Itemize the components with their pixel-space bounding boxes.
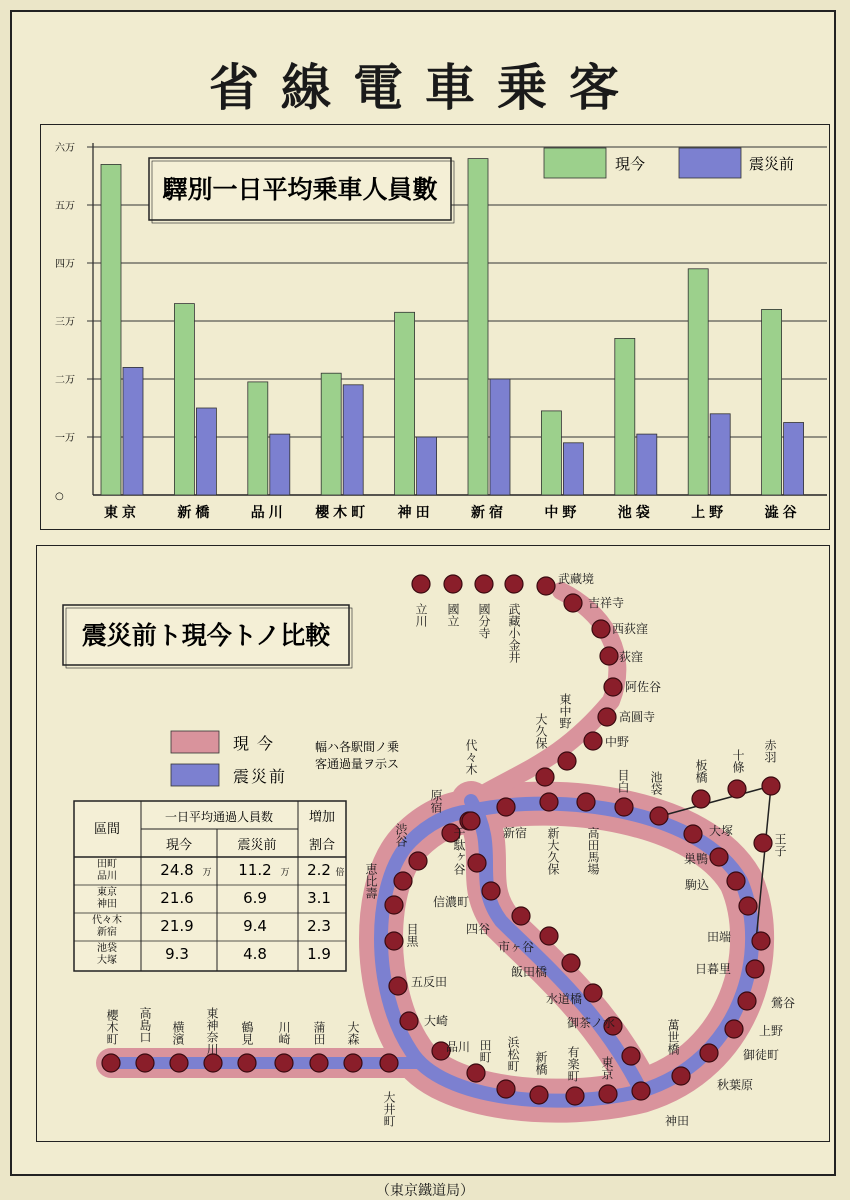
station-musashisakai: 武藏境 [558,572,595,586]
table-now-value: 9.3 [165,945,189,963]
station-ebisu: 恵比壽 [364,863,378,899]
station-tsurumi: 鶴見 [240,1021,254,1045]
station-higashinakano: 東中野 [558,693,572,729]
bar-before [343,385,363,495]
station-ichigaya: 市ヶ谷 [498,940,535,954]
station-kokubunji: 國分寺 [477,603,491,639]
station-dot [400,1012,418,1030]
station-yoyogi: 代々木 [464,739,478,775]
x-category-label: 中野 [544,505,581,521]
station-ueno: 上野 [759,1024,784,1038]
station-omori: 大森 [346,1021,360,1045]
table-h-section: 區間 [93,822,121,837]
station-dot [475,575,493,593]
station-dot [739,897,757,915]
station-dot [762,777,780,795]
station-dot [684,825,702,843]
station-otsuka: 大塚 [709,824,734,838]
route-map [37,546,829,1141]
table-rate-value: 1.9 [307,945,331,963]
map-title: 震災前ト現今トノ比較 [81,621,331,650]
table-before-value: 6.9 [243,889,267,907]
station-dot [380,1054,398,1072]
table-before-value: 4.8 [243,945,267,963]
station-dot [444,575,462,593]
station-kunitachi: 國立 [446,603,460,627]
station-dot [692,790,710,808]
station-dot [467,1064,485,1082]
table-section-a: 東京 [97,887,117,898]
station-itabashi: 板橋 [694,759,708,783]
table-now-value: 24.8 [160,861,194,879]
station-dot [615,798,633,816]
bar-before [710,414,730,495]
station-dot [468,854,486,872]
station-dot [497,1080,515,1098]
table-h-group: 一日平均通過人員数 [164,810,274,824]
bar-before [490,379,510,495]
bar-before [270,434,290,495]
station-dot [540,927,558,945]
station-dot [710,848,728,866]
station-dot [632,1082,650,1100]
station-asagaya: 阿佐谷 [625,680,662,694]
station-dot [727,872,745,890]
passenger-table [74,801,346,971]
station-yokohama: 横濱 [171,1021,185,1045]
station-dot [584,732,602,750]
bar-now [541,411,561,495]
station-dot [102,1054,120,1072]
station-dot [754,834,772,852]
bar-now [248,382,268,495]
station-dot [622,1047,640,1065]
station-dot [344,1054,362,1072]
station-dot [725,1020,743,1038]
y-tick-label: 六万 [55,143,75,154]
page-title: 省線電車乗客 [209,58,641,117]
legend-swatch-now [544,148,606,178]
station-dot [752,932,770,950]
table-section-b: 大塚 [97,955,117,966]
bar-before [417,437,437,495]
station-dot [136,1054,154,1072]
station-dot [505,575,523,593]
station-dot [385,932,403,950]
legend-swatch-before [679,148,741,178]
station-sugamo: 巣鴨 [684,852,709,866]
station-uguisudani: 鶯谷 [771,996,796,1010]
station-ochanomizu: 御茶ノ水 [567,1016,616,1030]
map-panel [36,545,830,1142]
station-dot [650,807,668,825]
station-nippori: 日暮里 [695,962,732,976]
station-dot [600,647,618,665]
table-before-value: 11.2 [238,861,272,879]
bar-now [395,312,415,495]
station-kichijoji: 吉祥寺 [588,596,625,610]
x-category-label: 東京 [104,505,140,521]
bar-now [688,269,708,495]
station-mejiro: 目白 [616,769,630,793]
station-dot [394,872,412,890]
bar-now [101,164,121,495]
station-dot [672,1067,690,1085]
table-section-b: 神田 [97,899,117,910]
bar-now [321,373,341,495]
branch-line-itabashi [661,786,771,816]
station-shinagawa: 品川 [446,1040,471,1054]
station-higashikanagawa: 東神奈川 [205,1007,219,1055]
station-dot [536,768,554,786]
y-tick-label: 一万 [55,433,75,444]
table-before-value: 9.4 [243,917,267,935]
station-dot [564,594,582,612]
station-tabata: 田端 [707,930,732,944]
station-dot [385,896,403,914]
station-nakano: 中野 [605,735,630,749]
station-dot [482,882,500,900]
x-category-label: 品川 [250,505,287,521]
table-h-now: 現今 [165,838,193,853]
station-kawasaki: 川崎 [277,1021,291,1045]
legend-note-2: 客通過量ヲ示ス [315,757,400,771]
station-dot [512,907,530,925]
station-shinanomachi: 信濃町 [433,895,470,909]
bar-before [784,423,804,496]
footer-credit: （東京鐵道局） [376,1183,474,1199]
station-dot [238,1054,256,1072]
table-rate-value: 2.3 [307,917,331,935]
station-jujo: 十條 [731,749,745,773]
station-musashikoganei: 武藏小金井 [507,603,521,663]
x-category-label: 新宿 [471,505,507,521]
station-sakuragicho: 櫻木町 [105,1009,119,1045]
bar-before [196,408,216,495]
legend-label-before: 震災前 [749,155,795,173]
station-akihabara: 秋葉原 [717,1078,754,1092]
x-category-label: 上野 [691,505,728,521]
station-shimbashi: 新橋 [534,1051,548,1075]
table-h-inc1: 増加 [308,810,336,825]
station-shinjuku: 新宿 [503,826,528,840]
x-category-label: 池袋 [617,505,654,521]
station-dot [530,1086,548,1104]
legend-note-1: 幅ハ各駅間ノ乗 [315,740,400,754]
station-dot [562,954,580,972]
table-unit-bai: 倍 [335,868,345,878]
station-takashimaguchi: 高島口 [138,1007,152,1043]
station-shibuya: 渋谷 [394,823,408,847]
table-section-a: 池袋 [97,943,117,954]
station-kamata: 蒲田 [312,1021,326,1045]
station-okachimachi: 御徒町 [743,1048,780,1062]
bar-before [123,367,143,495]
table-section-b: 新宿 [97,927,117,938]
x-category-label: 櫻木町 [315,505,370,521]
x-category-label: 神田 [397,505,434,521]
station-tokyo: 東京 [600,1056,614,1080]
bar-before [637,434,657,495]
station-koenji: 高圓寺 [619,710,656,724]
legend-before-label: 震災前 [233,767,288,786]
table-rate-value: 3.1 [307,889,331,907]
station-hamamatsucho: 浜松町 [506,1036,520,1072]
station-dot [728,780,746,798]
station-dot [577,793,595,811]
bar-before [563,443,583,495]
bar-now [762,309,782,495]
bar-now [174,304,194,495]
x-category-label: 澁谷 [764,505,801,521]
table-unit-man: 万 [280,868,290,878]
bar-chart [41,125,829,529]
chart-panel [40,124,830,530]
station-suidobashi: 水道橋 [546,992,583,1006]
table-section-a: 代々木 [92,915,122,926]
station-dot [204,1054,222,1072]
legend-label-now: 現今 [615,155,646,173]
station-harajuku: 原宿 [429,789,443,813]
station-dot [275,1054,293,1072]
station-dot [497,798,515,816]
y-tick-label: ○ [55,491,64,502]
table-section-a: 田町 [97,859,117,870]
station-oi: 大井町 [382,1091,396,1127]
station-dot [310,1054,328,1072]
station-shinokubo: 新大久保 [546,827,560,875]
station-takadanobaba: 高田馬場 [586,827,600,875]
station-okubo: 大久保 [534,713,548,749]
table-rate-value: 2.2 [307,861,331,879]
x-category-label: 新橋 [177,505,214,521]
station-yurakucho: 有楽町 [566,1046,580,1082]
y-tick-label: 三万 [55,317,75,328]
y-tick-label: 五万 [55,201,75,212]
y-tick-label: 四万 [55,259,75,270]
station-yotsuya: 四谷 [466,922,491,936]
station-gotanda: 五反田 [411,975,448,989]
station-iidabashi: 飯田橋 [511,965,548,979]
table-now-value: 21.6 [160,889,194,907]
station-ikebukuro: 池袋 [649,771,663,795]
station-kanda: 神田 [665,1114,690,1128]
bar-now [468,159,488,495]
station-osaki: 大崎 [424,1014,449,1028]
station-dot [389,977,407,995]
station-dot [537,577,555,595]
station-dot [170,1054,188,1072]
station-komagome: 駒込 [685,878,710,892]
station-dot [584,984,602,1002]
station-oji: 王子 [773,833,787,857]
bar-now [615,338,635,495]
table-h-inc2: 割合 [308,838,336,853]
map-legend [171,731,399,786]
station-tamachi: 田町 [478,1039,492,1063]
legend-now-label: 現今 [233,734,282,753]
station-sendagaya: 千駄ヶ谷 [452,827,466,875]
station-akabane: 赤羽 [763,739,777,763]
table-h-before: 震災前 [237,838,277,853]
table-now-value: 21.9 [160,917,194,935]
table-section-b: 品川 [97,871,117,882]
station-dot [700,1044,718,1062]
station-dot [566,1087,584,1105]
y-tick-label: 二万 [55,375,75,386]
station-dot [599,1085,617,1103]
station-dot [558,752,576,770]
station-dot [604,678,622,696]
station-dot [746,960,764,978]
chart-title: 驛別一日平均乗車人員數 [162,175,438,204]
station-dot [409,852,427,870]
station-dot [540,793,558,811]
station-dot [738,992,756,1010]
legend-before-swatch [171,764,219,786]
station-nishiogikubo: 西荻窪 [612,622,649,636]
table-unit-man: 万 [202,868,212,878]
station-ogikubo: 荻窪 [619,650,644,664]
station-manseibashi: 萬世橋 [666,1019,680,1055]
station-dot [598,708,616,726]
legend-now-swatch [171,731,219,753]
station-tachikawa: 立川 [414,603,428,627]
station-dot [592,620,610,638]
station-dot [412,575,430,593]
station-meguro: 目黒 [405,923,419,947]
